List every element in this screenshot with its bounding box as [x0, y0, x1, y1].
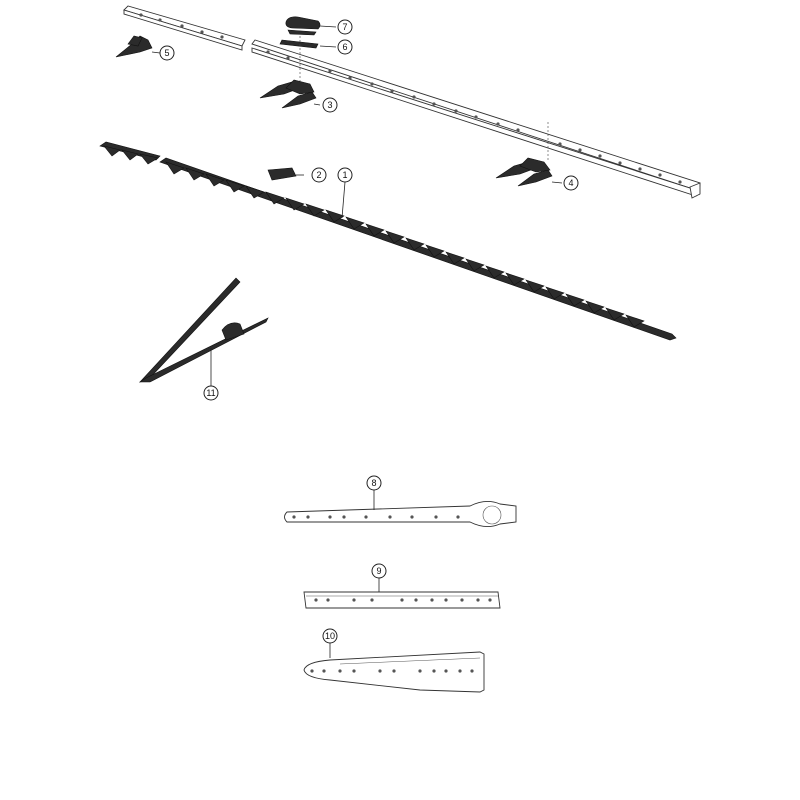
callout-4-label: 4 [568, 178, 574, 188]
part-2-section [268, 168, 296, 180]
callout-8-label: 8 [371, 478, 377, 488]
callout-7-label: 7 [342, 22, 348, 32]
callout-6-label: 6 [342, 42, 348, 52]
callout-10-label: 10 [324, 631, 336, 641]
callout-11 [204, 386, 218, 400]
part-3-guard [260, 80, 316, 108]
part-1-knife [100, 142, 676, 340]
callout-1-label: 1 [342, 170, 348, 180]
guard-bar [124, 6, 700, 198]
callout-8 [367, 476, 381, 490]
part-8-knife-head [285, 501, 517, 526]
callout-2-label: 2 [316, 170, 322, 180]
callout-5-label: 5 [164, 48, 170, 58]
part-7-clip [286, 17, 320, 35]
callout-2 [312, 168, 326, 182]
callout-1 [338, 168, 352, 182]
callout-5 [160, 46, 174, 60]
callout-6 [338, 40, 352, 54]
callout-7 [338, 20, 352, 34]
callout-3-label: 3 [327, 100, 333, 110]
part-10-tapered-bar [304, 652, 484, 692]
callout-9 [372, 564, 386, 578]
callout-10 [323, 629, 337, 643]
callout-3 [323, 98, 337, 112]
callout-9-label: 9 [376, 566, 382, 576]
part-9-flat-bar [304, 592, 500, 608]
callout-4 [564, 176, 578, 190]
part-5-guard [116, 36, 152, 57]
callout-11-label: 11 [206, 388, 216, 398]
part-11-divider [140, 278, 268, 382]
